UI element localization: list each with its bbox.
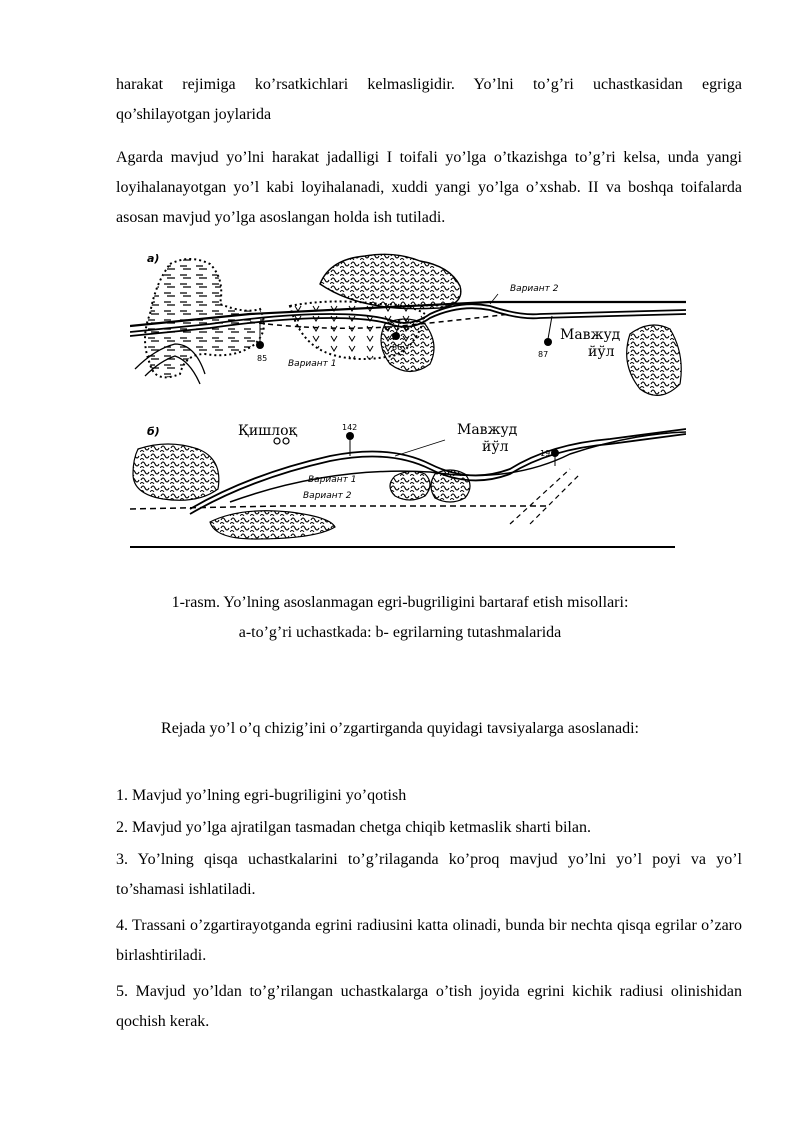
point-142 (342, 423, 357, 456)
forest-b-bottom (210, 511, 335, 539)
caption-line-2: a-to’g’ri uchastkada: b- egrilarning tutashmalarida (238, 624, 562, 641)
intro-paragraph: Agarda mavjud yo’lni harakat jadalligi I toifali yo’lga o’tkazishga to’g’ri kelsa, unda yangi loyihalanayotgan yo’l kabi loyihalanadi, xuddi yangi yo’lga o’xshab. II va boshqa toifalarda asosan mavjud yo’lga asoslangan holda ish tutiladi. (116, 149, 742, 226)
svg-text:86: 86 (392, 343, 403, 352)
road-figure (130, 244, 686, 554)
section-intro: Rejada yo’l o’q chizig’ini o’zgartirganda quyidagi tavsiyalarga asoslanadi: (161, 720, 639, 737)
road-diagram (130, 244, 686, 554)
list-item-2: 2. Mavjud yo’lga ajratilgan tasmadan chetga chiqib ketmaslik sharti bilan. (116, 819, 591, 836)
svg-text:142: 142 (342, 423, 358, 432)
list-item-1: 1. Mavjud yo’lning egri-bugriligini yo’qotish (116, 787, 407, 804)
label-variant-2-b: Вариант 2 (303, 491, 352, 501)
forest-right (627, 325, 682, 395)
label-village: Қишлоқ (238, 423, 297, 439)
panel-b (130, 422, 686, 547)
list-item-3: 3. Yo’lning qisqa uchastkalarini to’g’rilaganda ko’proq mavjud yo’lni yo’l poyi va yo’l to’shamasi ishlatiladi. (116, 851, 742, 898)
forest-b-left (133, 444, 219, 500)
caption-line-1: 1-rasm. Yo’lning asoslanmagan egri-bugriligini bartaraf etish misollari: (171, 594, 629, 611)
label-variant-2-a: Вариант 2 (510, 284, 559, 294)
panel-b-label: б) (147, 425, 160, 438)
panel-a-label: а) (147, 252, 160, 265)
svg-text:85: 85 (257, 354, 268, 363)
label-existing-road-b-2: йўл (482, 439, 509, 455)
label-existing-road-a: Мавжуд (560, 327, 621, 343)
list-item-5: 5. Mavjud yo’ldan to’g’rilangan uchastkalarga o’tish joyida egrini kichik radiusi olinishidan qochish kerak. (116, 983, 742, 1030)
svg-text:191: 191 (540, 449, 556, 458)
forest-b-center-1 (390, 471, 430, 500)
svg-text:87: 87 (538, 350, 549, 359)
list-item-4: 4. Trassani o’zgartirayotganda egrini radiusini katta olinadi, bunda bir nechta qisqa egrilar o’zaro birlashtiriladi. (116, 917, 742, 964)
label-variant-1-b: Вариант 1 (308, 475, 357, 485)
point-87 (538, 316, 552, 359)
intro-line-2: qo’shilayotgan joylarida (116, 106, 272, 123)
label-variant-1-a: Вариант 1 (288, 359, 337, 369)
label-existing-road-b: Мавжуд (457, 422, 518, 438)
panel-a (130, 252, 686, 395)
label-existing-road-a-2: йўл (588, 344, 615, 360)
intro-line-1: harakat rejimiga ko’rsatkichlari kelmasligidir. Yo’lni to’g’ri uchastkasidan egriga (116, 76, 742, 93)
